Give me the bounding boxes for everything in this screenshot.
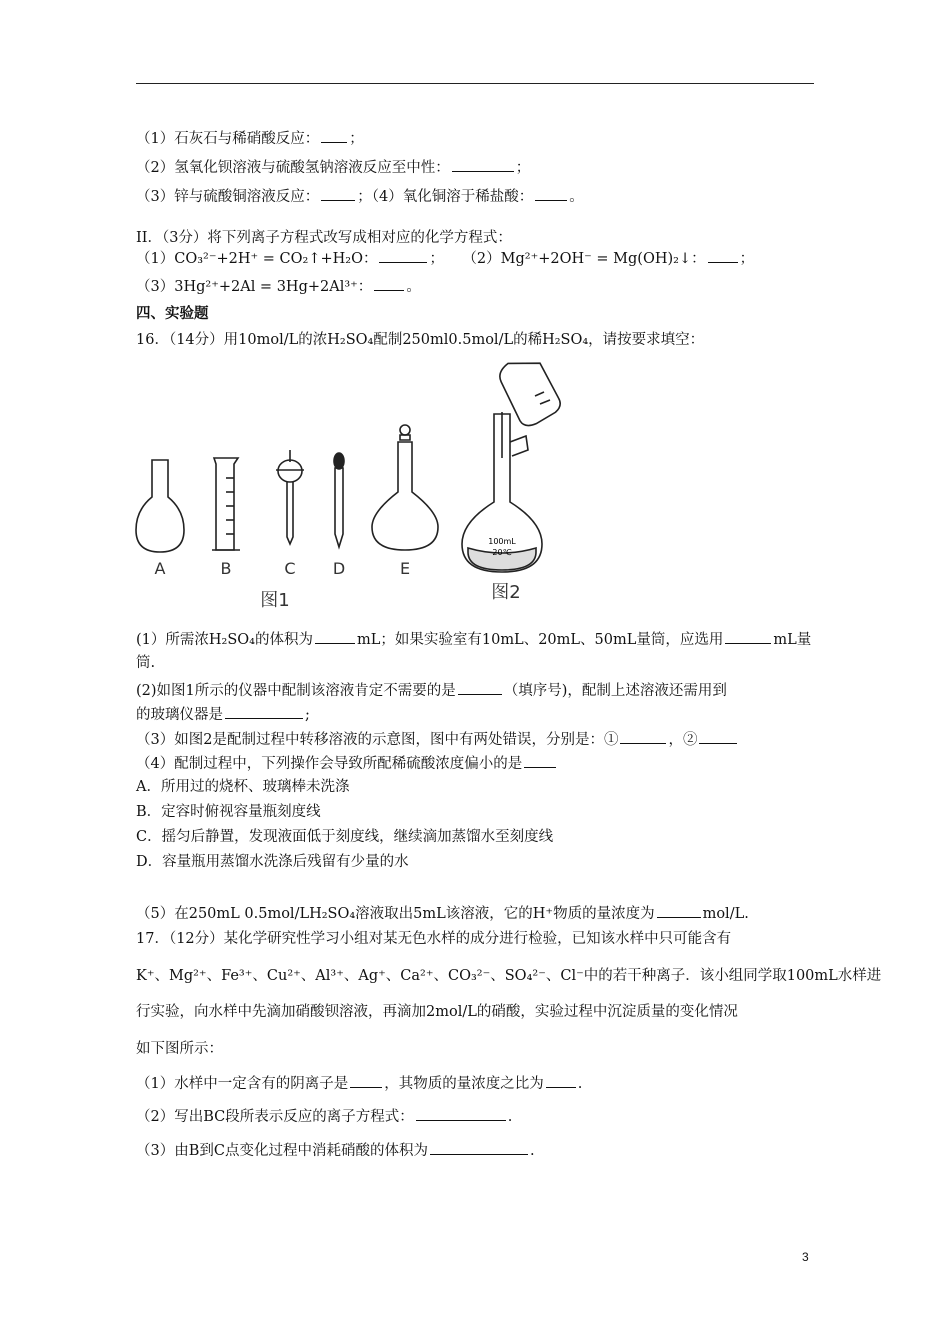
page-number: 3 xyxy=(802,1250,809,1264)
blank[interactable] xyxy=(524,753,556,768)
blank[interactable] xyxy=(458,680,502,695)
q16-p1: (1）所需浓H₂SO₄的体积为 mL；如果实验室有10mL、20mL、50mL量筒，应选用 mL量 xyxy=(136,629,811,650)
s3-line3: （3）锌与硫酸铜溶液反应： ；（4）氧化铜溶于稀盐酸： 。 xyxy=(136,186,584,207)
q16-p2-cont: 的玻璃仪器是 ; xyxy=(136,704,310,725)
beaker-icon xyxy=(499,360,562,427)
partII-eq12: （1）CO₃²⁻+2H⁺ = CO₂↑+H₂O： ； （2）Mg²⁺+2OH⁻ = Mg(OH)₂↓： ； xyxy=(136,248,754,269)
q17-sub3: （3）由B到C点变化过程中消耗硝酸的体积为 . xyxy=(136,1140,535,1161)
apparatus-figure xyxy=(130,352,610,622)
blank[interactable] xyxy=(535,186,567,201)
q16-p4: （4）配制过程中，下列操作会导致所配稀硫酸浓度偏小的是 xyxy=(136,753,558,774)
fig1-label-c: C xyxy=(284,559,296,578)
flask-mark-temp: 20℃ xyxy=(492,548,512,557)
blank[interactable] xyxy=(725,629,771,644)
blank[interactable] xyxy=(620,729,666,744)
blank[interactable] xyxy=(430,1140,528,1155)
blank[interactable] xyxy=(657,903,701,918)
q16-p1-cont: 筒. xyxy=(136,655,156,671)
blank[interactable] xyxy=(546,1073,576,1088)
q16-option-a: A．所用过的烧杯、玻璃棒未洗涤 xyxy=(136,779,350,795)
q17-line1: 17．（12分）某化学研究性学习小组对某无色水样的成分进行检验，已知该水样中只可能含有 xyxy=(136,931,732,947)
fig1-caption: 图1 xyxy=(260,590,290,611)
s3-line2: （2）氢氧化钡溶液与硫酸氢钠溶液反应至中性： ； xyxy=(136,157,530,178)
section4-title: 四、实验题 xyxy=(136,305,209,322)
q17-sub1: （1）水样中一定含有的阴离子是 ，其物质的量浓度之比为 . xyxy=(136,1073,582,1094)
graduated-cylinder-icon xyxy=(212,458,240,550)
q16-stem: 16．（14分）用10mol/L的浓H₂SO₄配制250ml0.5mol/L的稀H₂SO₄，请按要求填空： xyxy=(136,332,705,348)
q16-option-d: D．容量瓶用蒸馏水洗涤后残留有少量的水 xyxy=(136,854,409,870)
partII-eq3: （3）3Hg²⁺+2Al = 3Hg+2Al³⁺： 。 xyxy=(136,276,421,297)
fig1-label-a: A xyxy=(154,559,166,578)
q16-p3: （3）如图2是配制过程中转移溶液的示意图，图中有两处错误，分别是：① ，② xyxy=(136,729,739,750)
round-flask-icon xyxy=(136,460,184,552)
fig1-label-d: D xyxy=(332,559,346,578)
fig1-label-e: E xyxy=(399,559,411,578)
q16-p2: (2)如图1所示的仪器中配制该溶液肯定不需要的是 （填序号)，配制上述溶液还需用到 xyxy=(136,680,727,701)
blank[interactable] xyxy=(321,128,347,143)
fig2-caption: 图2 xyxy=(491,582,521,603)
blank[interactable] xyxy=(315,629,355,644)
blank[interactable] xyxy=(225,704,303,719)
blank[interactable] xyxy=(416,1106,506,1121)
q17-line3: 行实验，向水样中先滴加硝酸钡溶液，再滴加2mol/L的硝酸，实验过程中沉淀质量的变化情况 xyxy=(136,1004,738,1020)
q17-line4: 如下图所示： xyxy=(136,1041,223,1057)
separatory-funnel-icon xyxy=(276,450,304,544)
blank[interactable] xyxy=(350,1073,382,1088)
flask-mark-volume: 100mL xyxy=(488,537,516,546)
blank[interactable] xyxy=(321,186,355,201)
volumetric-flask-icon xyxy=(372,425,438,550)
s3-line1: （1）石灰石与稀硝酸反应： ； xyxy=(136,128,364,149)
partII-head: II．（3分）将下列离子方程式改写成相对应的化学方程式： xyxy=(136,230,512,246)
fig1-label-b: B xyxy=(220,559,232,578)
header-rule xyxy=(136,83,814,84)
q17-sub2: （2）写出BC段所表示反应的离子方程式： . xyxy=(136,1106,512,1127)
q17-line2: K⁺、Mg²⁺、Fe³⁺、Cu²⁺、Al³⁺、Ag⁺、Ca²⁺、CO₃²⁻、SO₄²⁻、Cl⁻中的若干种离子．该小组同学取100mL水样进 xyxy=(136,968,882,984)
blank[interactable] xyxy=(379,248,427,263)
q16-option-b: B．定容时俯视容量瓶刻度线 xyxy=(136,804,321,820)
blank[interactable] xyxy=(699,729,737,744)
q16-option-c: C．摇匀后静置，发现液面低于刻度线，继续滴加蒸馏水至刻度线 xyxy=(136,829,554,845)
blank[interactable] xyxy=(452,157,514,172)
blank[interactable] xyxy=(708,248,738,263)
dropper-icon xyxy=(334,453,344,547)
blank[interactable] xyxy=(374,276,404,291)
q16-p5: （5）在250mL 0.5mol/LH₂SO₄溶液取出5mL该溶液，它的H⁺物质的量浓度为 mol/L. xyxy=(136,903,749,924)
